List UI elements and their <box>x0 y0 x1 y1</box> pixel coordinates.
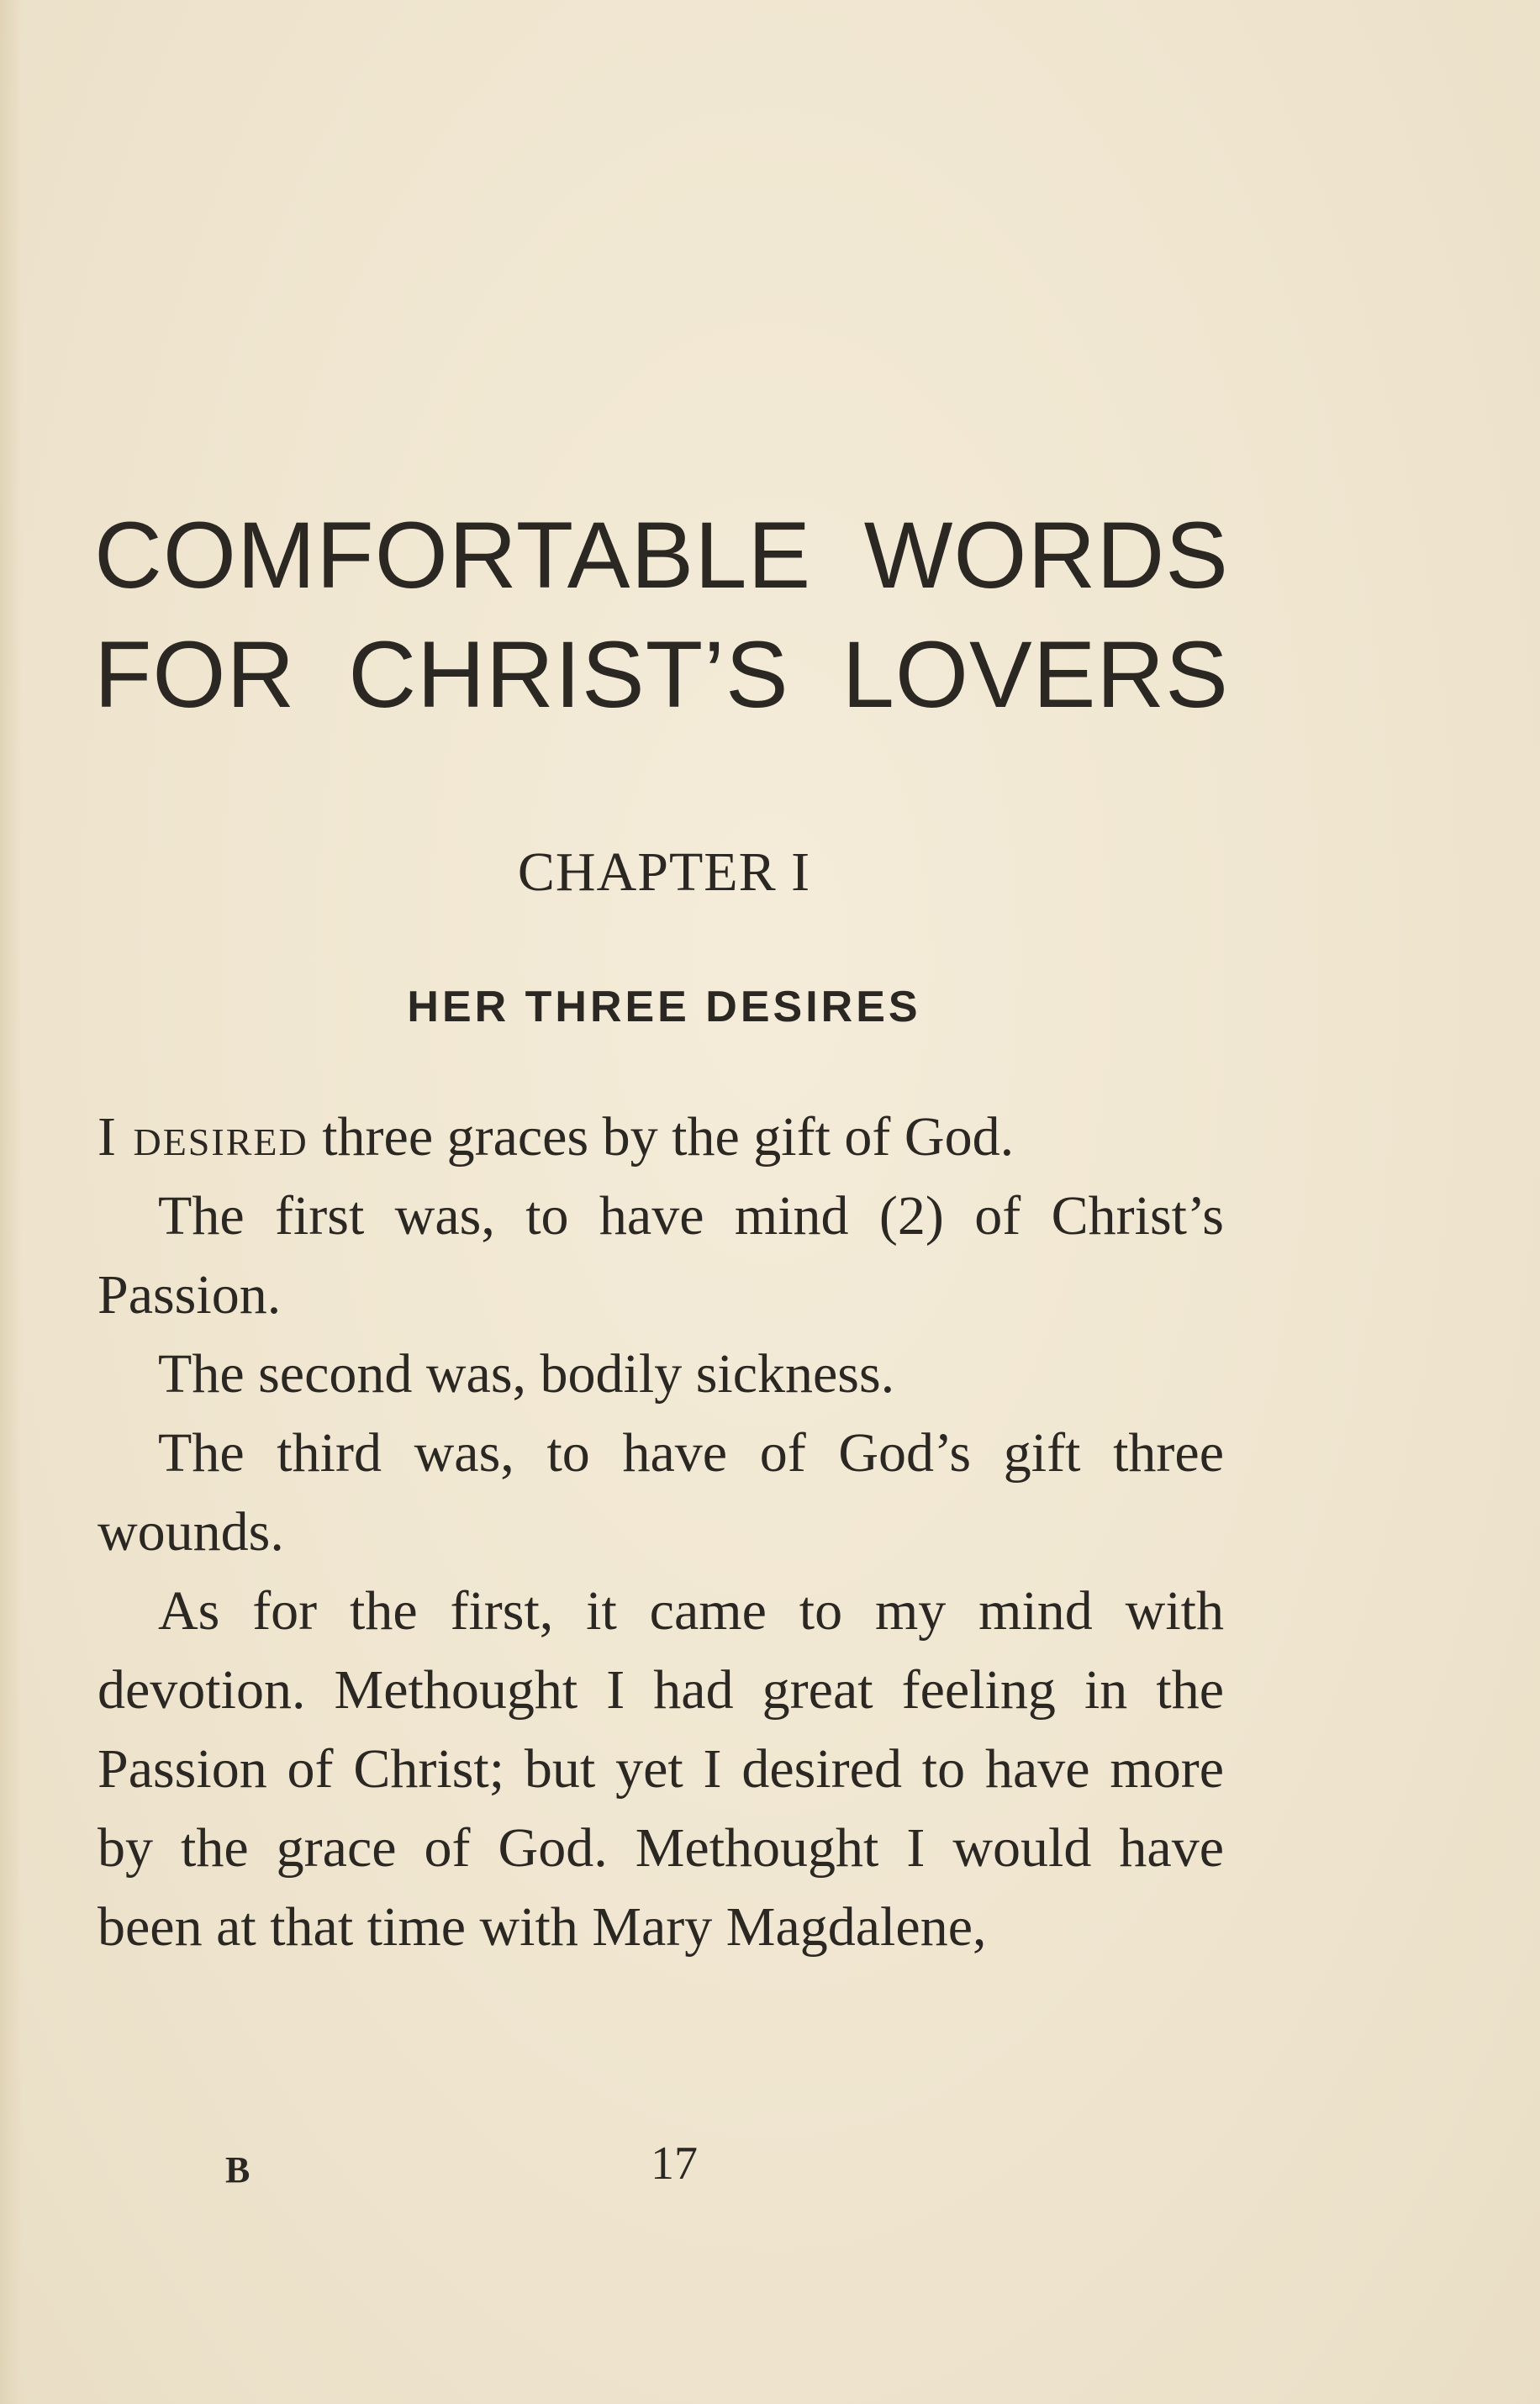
book-title-word: FOR <box>94 622 296 727</box>
body-text <box>98 1098 1224 1967</box>
page-gutter-shadow <box>0 0 22 2404</box>
paragraph-text: three graces by the gift of God. <box>308 1106 1015 1168</box>
page-number: 17 <box>651 2138 698 2190</box>
book-title-line-2 <box>94 615 1229 735</box>
paragraph: The first was, to have mind (2) of Christ’s Passion. <box>98 1185 1224 1326</box>
paragraph: The third was, to have of God’s gift three wounds. <box>98 1422 1224 1563</box>
paragraph: The second was, bodily sickness. <box>158 1343 895 1405</box>
book-title <box>94 496 1229 735</box>
book-title-word: CHRIST’S <box>348 622 789 727</box>
book-title-word: WORDS <box>863 503 1229 608</box>
book-title-line-1 <box>94 496 1229 615</box>
paragraph <box>98 1098 1224 1177</box>
chapter-title: HER THREE DESIRES <box>407 983 921 1031</box>
paragraph: As for the first, it came to my mind with devotion. Methought I had great feeling in the Passion of Christ; but yet I desired to have more by the grace of God. Methought I would have been at that time with Mary Magdalene, <box>98 1580 1224 1958</box>
paragraph-lead-smallcaps: I desired <box>98 1106 309 1168</box>
book-title-word: LOVERS <box>841 622 1229 727</box>
signature-mark: B <box>225 2149 251 2190</box>
book-title-word: COMFORTABLE <box>94 503 812 608</box>
chapter-number: CHAPTER I <box>517 841 811 903</box>
